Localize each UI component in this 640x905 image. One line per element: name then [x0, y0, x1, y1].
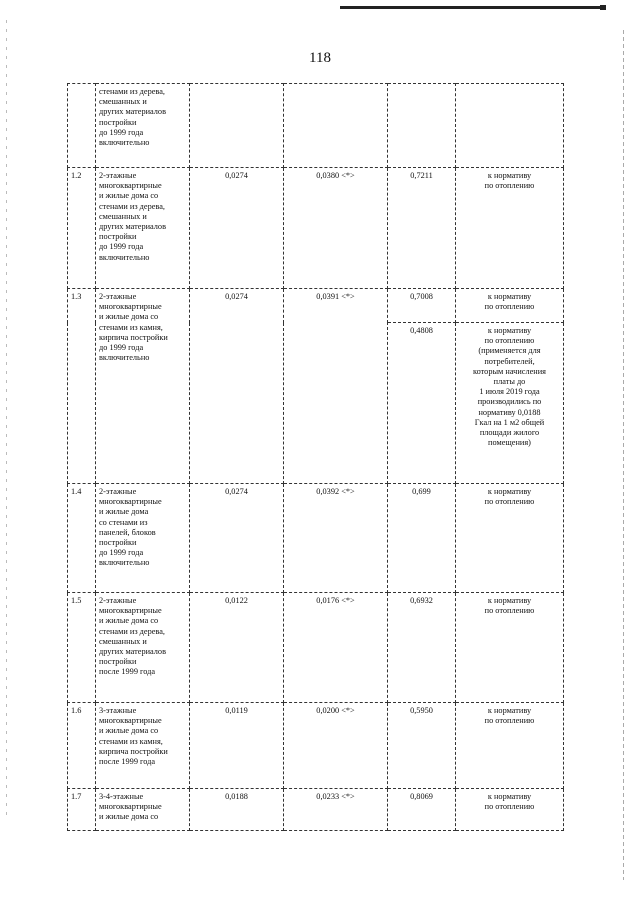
row-value-2: 0,0392 <*> — [284, 484, 388, 593]
row-value-3: 0,7211 — [388, 168, 456, 289]
table-row — [68, 703, 564, 789]
row-value-1: 0,0274 — [190, 168, 284, 289]
row-note: к нормативу по отоплению — [456, 593, 564, 703]
scan-edge-left — [6, 20, 7, 820]
top-rule-end — [600, 5, 606, 10]
row-number: 1.2 — [68, 168, 96, 289]
row-note: к нормативу по отоплению — [456, 289, 564, 323]
tariff-table — [67, 83, 564, 831]
row-value-2 — [284, 84, 388, 168]
row-value-1 — [190, 84, 284, 168]
table-row — [68, 168, 564, 289]
row-value-2: 0,0176 <*> — [284, 593, 388, 703]
row-number — [68, 84, 96, 168]
row-value-3-alt: 0,4808 — [388, 323, 456, 484]
page-number: 118 — [309, 50, 331, 66]
row-note: к нормативу по отоплению — [456, 703, 564, 789]
row-value-1: 0,0274 — [190, 289, 284, 484]
row-value-1: 0,0122 — [190, 593, 284, 703]
row-number: 1.7 — [68, 789, 96, 831]
row-value-1: 0,0188 — [190, 789, 284, 831]
row-note: к нормативу по отоплению — [456, 168, 564, 289]
row-value-3: 0,5950 — [388, 703, 456, 789]
row-description: 3-4-этажные многоквартирные и жилые дома со — [96, 789, 190, 831]
row-value-2: 0,0380 <*> — [284, 168, 388, 289]
row-note-alt: к нормативу по отоплению (применяется для потребителей, которым начисления платы до 1 июля 2019 года производились по нормативу 0,0188 Гкал на 1 м2 общей площади жилого помещения) — [456, 323, 564, 484]
row-note — [456, 84, 564, 168]
table-row — [68, 789, 564, 831]
row-value-2: 0,0391 <*> — [284, 289, 388, 484]
row-description: 2-этажные многоквартирные и жилые дома со стенами из дерева, смешанных и других материалов постройки до 1999 года включительно — [96, 168, 190, 289]
row-description: 2-этажные многоквартирные и жилые дома со стенами из дерева, смешанных и других материалов постройки после 1999 года — [96, 593, 190, 703]
row-description: 3-этажные многоквартирные и жилые дома со стенами из камня, кирпича постройки после 1999 года — [96, 703, 190, 789]
row-value-3: 0,8069 — [388, 789, 456, 831]
row-value-3: 0,7008 — [388, 289, 456, 323]
scan-edge-right — [623, 30, 624, 880]
row-number: 1.3 — [68, 289, 96, 484]
row-value-2: 0,0200 <*> — [284, 703, 388, 789]
row-value-3 — [388, 84, 456, 168]
row-value-2: 0,0233 <*> — [284, 789, 388, 831]
row-value-3: 0,699 — [388, 484, 456, 593]
row-number: 1.4 — [68, 484, 96, 593]
top-rule — [340, 6, 605, 9]
row-value-1: 0,0119 — [190, 703, 284, 789]
row-note: к нормативу по отоплению — [456, 789, 564, 831]
table-row — [68, 484, 564, 593]
table-row — [68, 289, 564, 323]
row-description: стенами из дерева, смешанных и других материалов постройки до 1999 года включительно — [96, 84, 190, 168]
table-row — [68, 84, 564, 168]
row-value-1: 0,0274 — [190, 484, 284, 593]
row-number: 1.5 — [68, 593, 96, 703]
table-row — [68, 593, 564, 703]
row-description: 2-этажные многоквартирные и жилые дома со стенами из камня, кирпича постройки до 1999 года включительно — [96, 289, 190, 484]
row-description: 2-этажные многоквартирные и жилые дома со стенами из панелей, блоков постройки до 1999 года включительно — [96, 484, 190, 593]
row-number: 1.6 — [68, 703, 96, 789]
row-value-3: 0,6932 — [388, 593, 456, 703]
row-note: к нормативу по отоплению — [456, 484, 564, 593]
